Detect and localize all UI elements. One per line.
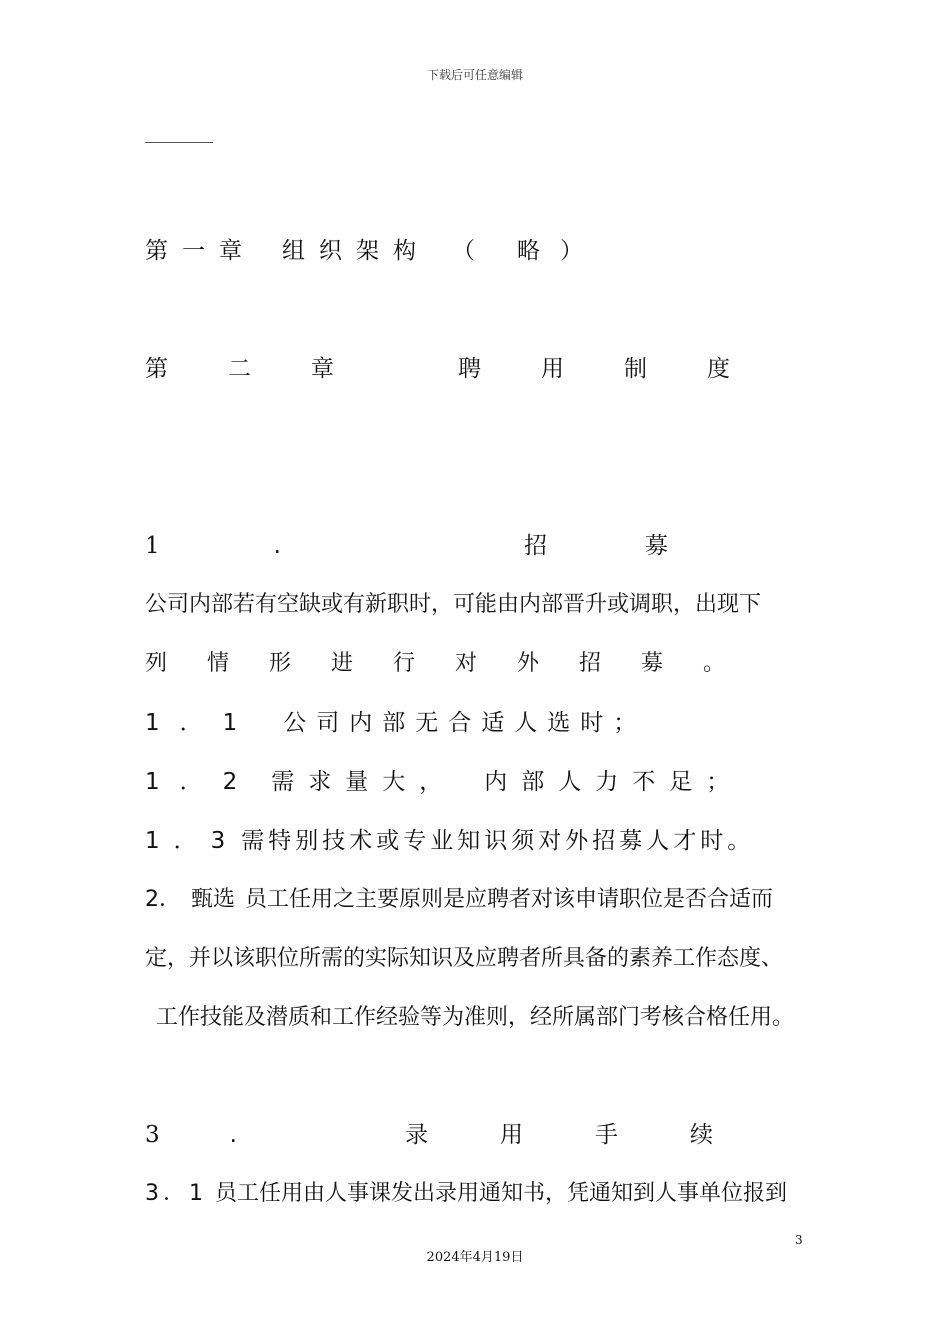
chapter1-paren-close: ） [560,238,597,264]
section2-title: 甄选 [191,887,236,912]
section3-number: 3 [145,1122,160,1148]
section1-item2-num: 1．2 [145,769,258,795]
footer-date: 2024年4月19日 [426,1250,524,1265]
section1-item2 [145,767,743,797]
section3-item1-text: 员工任用由人事课发出录用通知书，凭通知到人事单位报到 [215,1181,788,1206]
section1-heading [145,531,766,561]
page-number: 3 [795,1233,803,1247]
section3-item1 [145,1179,787,1209]
section1-intro-line1: 公司内部若有空缺或有新职时，可能由内部晋升或调职，出现下 [145,592,762,617]
chapter2-label: 第二章 [145,356,394,382]
section1-item1-num: 1．1 [145,710,258,736]
section1-item1-text: 公司内部无合适人选时； [283,710,647,736]
section2-line1-text: 员工任用之主要原则是应聘者对该申请职位是否合适而 [245,887,774,912]
header-rule [145,142,213,143]
section3-item1-num: 3．1 [145,1181,207,1206]
section2-label: 2． [145,887,181,912]
section1-item3-text: 需特别技术或专业知识须对外招募人才时。 [241,828,755,854]
header-note: 下载后可任意编辑 [426,68,523,82]
chapter1-label: 第一章 [145,238,256,264]
section1-intro-line2: 列情形进行对外招募。 [145,651,766,676]
section1-number: 1 [145,533,160,559]
chapter1-heading [145,236,597,266]
section1-item1 [145,708,646,738]
section1-item3-num: 1．3 [145,828,240,854]
chapter1-omitted: 略 [517,238,554,264]
section1-item2-text-a: 需求量大， [271,769,457,795]
section1-item3 [145,826,754,856]
chapter1-paren-open: （ [452,238,489,264]
section3-heading [145,1120,785,1150]
section3-title: 录用手续 [404,1122,785,1148]
chapter2-title: 聘用制度 [458,356,790,382]
section1-title: 招募 [523,533,766,559]
section2-line3: 工作技能及潜质和工作经验等为准则，经所属部门考核合格任用。 [156,1005,795,1030]
chapter2-heading [145,354,790,384]
chapter1-title: 组织架构 [282,238,430,264]
section3-dot: . [229,1122,237,1148]
section1-item2-text-b: 内部人力不足； [484,769,744,795]
section1-dot: . [273,533,281,559]
section2-line2: 定，并以该职位所需的实际知识及应聘者所具备的素养工作态度、 [145,946,784,971]
section2-line1 [145,885,773,915]
